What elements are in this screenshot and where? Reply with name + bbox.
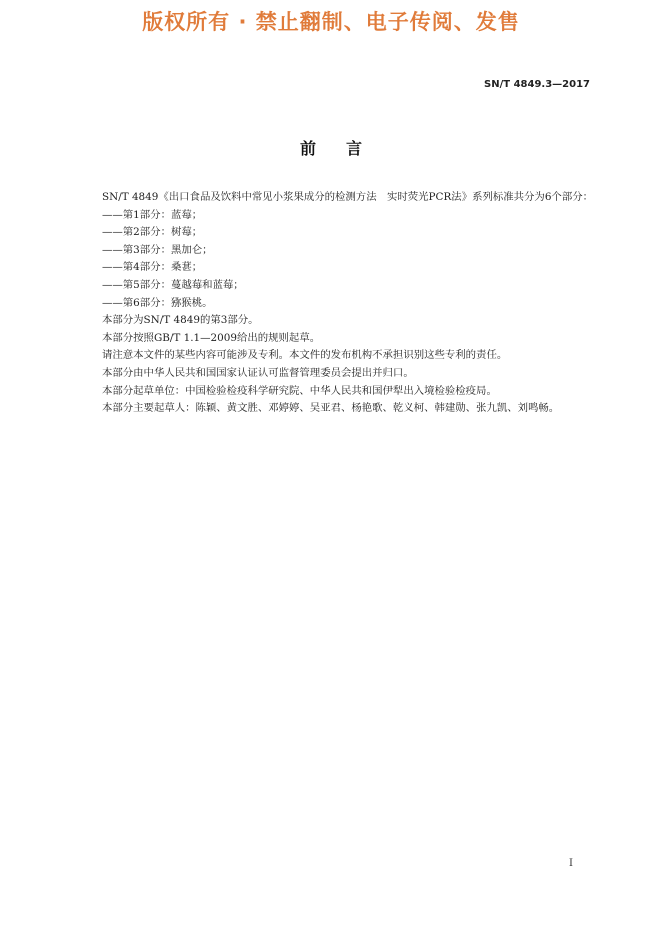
part-list-item: ——第5部分：蔓越莓和蓝莓； <box>102 278 244 291</box>
part-list-item: ——第2部分：树莓； <box>102 226 203 239</box>
proposer-statement: 本部分由中华人民共和国国家认证认可监督管理委员会提出并归口。 <box>102 366 414 379</box>
part-list-item: ——第4部分：桑葚； <box>102 261 203 274</box>
foreword-body <box>76 189 596 418</box>
drafting-rules-statement: 本部分按照GB/T 1.1—2009给出的规则起草。 <box>102 331 321 344</box>
part-list-item: ——第3部分：黑加仑； <box>102 243 213 256</box>
page-title: 前言 <box>299 139 392 158</box>
copyright-watermark: 版权所有 · 禁止翻制、电子传阅、发售 <box>142 10 520 34</box>
patent-notice: 请注意本文件的某些内容可能涉及专利。本文件的发布机构不承担识别这些专利的责任。 <box>102 349 508 362</box>
part-list-item: ——第1部分：蓝莓； <box>102 208 203 221</box>
part-list-item: ——第6部分：猕猴桃。 <box>102 296 213 309</box>
page-number: I <box>569 858 573 869</box>
part-statement: 本部分为SN/T 4849的第3部分。 <box>102 314 259 327</box>
drafting-organizations: 本部分起草单位：中国检验检疫科学研究院、中华人民共和国伊犁出入境检验检疫局。 <box>102 384 497 397</box>
intro-paragraph: SN/T 4849《出口食品及饮料中常见小浆果成分的检测方法 实时荧光PCR法》系列标准共分为6个部分： <box>102 191 593 203</box>
drafters: 本部分主要起草人：陈颖、黄文胜、邓婷婷、吴亚君、杨艳歌、乾义柯、韩建勋、张九凯、刘鸣畅。 <box>102 402 560 415</box>
standard-code: SN/T 4849.3—2017 <box>484 79 590 90</box>
